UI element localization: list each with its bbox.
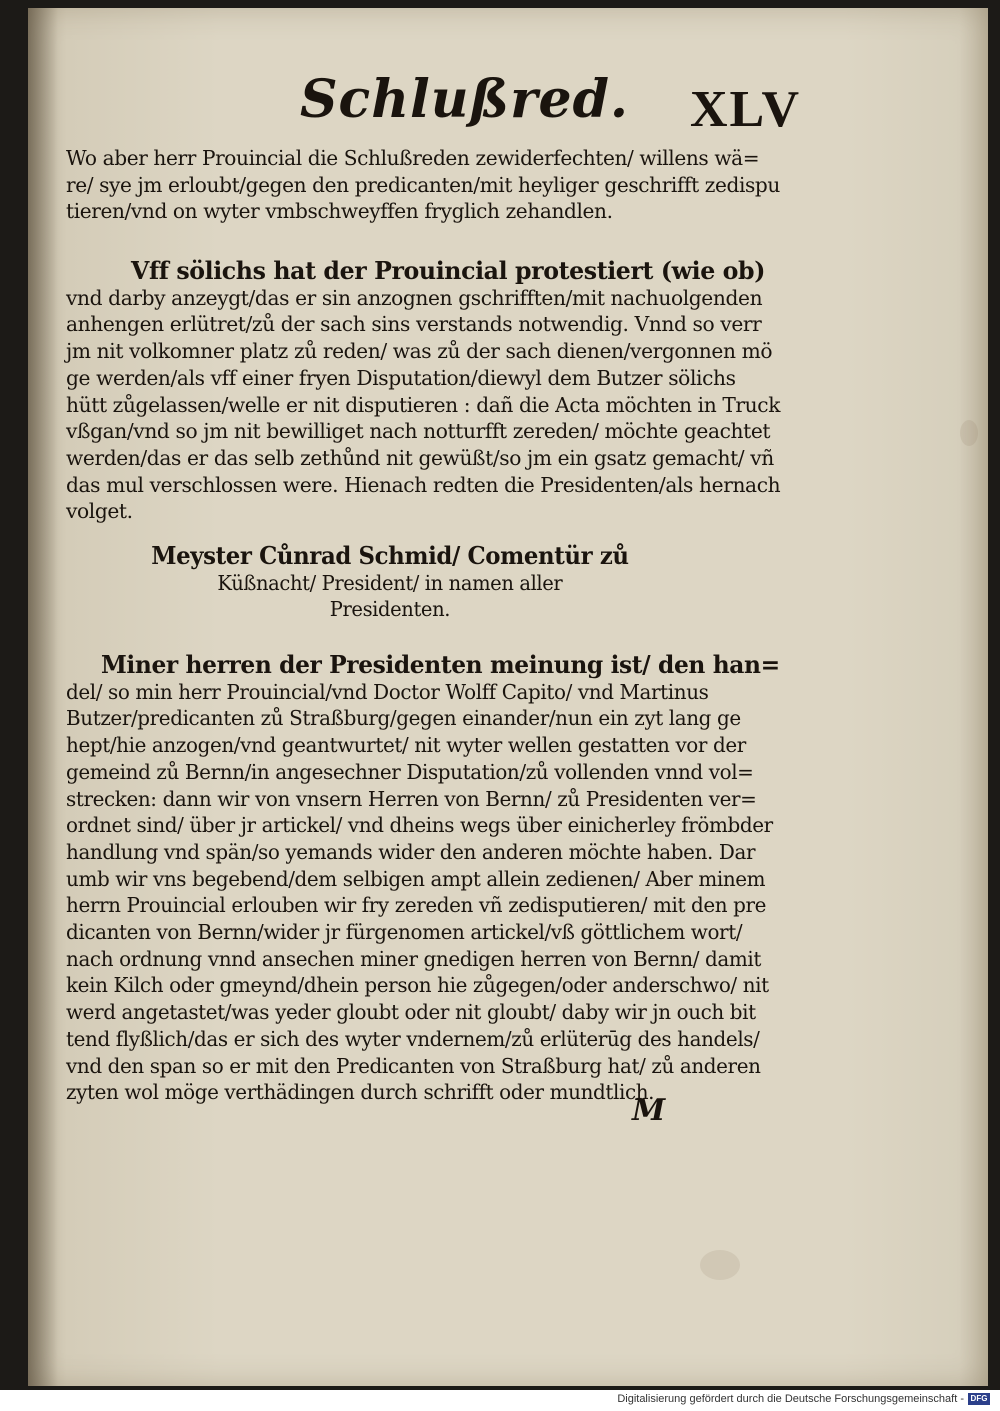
text-line-opening: Miner herren der Presidenten meinung ist/ den han= [100, 650, 780, 679]
text-line: kein Kilch oder gmeynd/dhein person hie zůgegen/oder anderschwo/ nit [66, 973, 769, 998]
text-line: Wo aber herr Prouincial die Schlußreden zewiderfechten/ willens wä= [66, 146, 760, 170]
paragraph-2 [66, 258, 791, 525]
heading-line: Presidenten. [329, 597, 451, 622]
text-line: ordnet sind/ über jr artickel/ vnd dheins wegs über einicherley frömbder [66, 813, 773, 838]
text-line: gemeind zů Bernn/in angesechner Disputation/zů vollenden vnnd vol= [66, 759, 754, 784]
text-line: del/ so min herr Prouincial/vnd Doctor Wolff Capito/ vnd Martinus [66, 679, 709, 704]
text-line: zyten wol möge verthädingen durch schrifft oder mundtlich. [66, 1080, 655, 1105]
funding-credit: Digitalisierung gefördert durch die Deutsche Forschungsgemeinschaft - [617, 1393, 964, 1405]
text-line: dicanten von Bernn/wider jr fürgenomen artickel/vß göttlichem wort/ [66, 920, 743, 945]
text-line: hept/hie anzogen/vnd geantwurtet/ nit wyter wellen gestatten vor der [66, 733, 746, 758]
folio-number: XLV [690, 81, 802, 138]
running-head: Schlußred. [300, 69, 630, 130]
catchword: M [632, 1093, 665, 1128]
dfg-logo: DFG [968, 1393, 990, 1405]
heading-line: Meyster Cůnrad Schmid/ Comentür zů [151, 541, 629, 570]
text-line: tend flyßlich/das er sich des wyter vndernem/zů erlüterūg des handels/ [66, 1026, 760, 1051]
gutter-shadow [28, 8, 58, 1386]
paper-stain [960, 420, 978, 446]
text-line: Butzer/predicanten zů Straßburg/gegen einander/nun ein zyt lang ge [66, 706, 741, 731]
text-line: vnd den span so er mit den Predicanten von Straßburg hat/ zů anderen [66, 1053, 761, 1078]
text-line: ge werden/als vff einer fryen Disputation/diewyl dem Butzer sölichs [66, 365, 736, 390]
paragraph-1 [66, 145, 794, 225]
text-line: nach ordnung vnnd ansechen miner gnedigen herren von Bernn/ damit [66, 946, 761, 971]
text-line: vßgan/vnd so jm nit bewilliget nach notturfft zereden/ möchte geachtet [66, 419, 771, 444]
text-line: werden/das er das selb zethůnd nit gewüßt/so jm ein gsatz gemacht/ vñ [66, 445, 774, 470]
section-heading [0, 543, 820, 623]
text-line: umb wir vns begebend/dem selbigen ampt allein zedienen/ Aber minem [66, 866, 766, 891]
text-line: anhengen erlütret/zů der sach sins verstands notwendig. Vnnd so verr [66, 312, 762, 337]
text-line: jm nit volkomner platz zů reden/ was zů der sach dienen/vergonnen mö [66, 339, 773, 364]
text-line: hütt zůgelassen/welle er nit disputieren : dañ die Acta möchten in Truck [66, 392, 781, 417]
heading-line: Küßnacht/ President/ in namen aller [217, 570, 563, 595]
text-line: re/ sye jm erloubt/gegen den predicanten/mit heyliger geschrifft zedispu [66, 172, 780, 197]
text-line: herrn Prouincial erlouben wir fry zereden vñ zedisputieren/ mit den pre [66, 893, 767, 918]
text-line: werd angetastet/was yeder gloubt oder nit gloubt/ daby wir jn ouch bit [66, 1000, 756, 1025]
text-line: das mul verschlossen were. Hienach redten die Presidenten/als hernach [66, 472, 781, 497]
text-line: strecken: dann wir von vnsern Herren von Bernn/ zů Presidenten ver= [66, 786, 757, 811]
text-line: vnd darby anzeygt/das er sin anzognen gschrifften/mit nachuolgenden [66, 285, 763, 310]
text-line: handlung vnd spän/so yemands wider den anderen möchte haben. Dar [66, 839, 756, 864]
text-line-opening: Vff sölichs hat der Prouincial protestiert (wie ob) [131, 256, 765, 285]
text-line: tieren/vnd on wyter vmbschweyffen fryglich zehandlen. [66, 199, 613, 224]
paragraph-3 [66, 652, 800, 1106]
text-line: volget. [66, 499, 133, 524]
paper-stain [700, 1250, 740, 1280]
